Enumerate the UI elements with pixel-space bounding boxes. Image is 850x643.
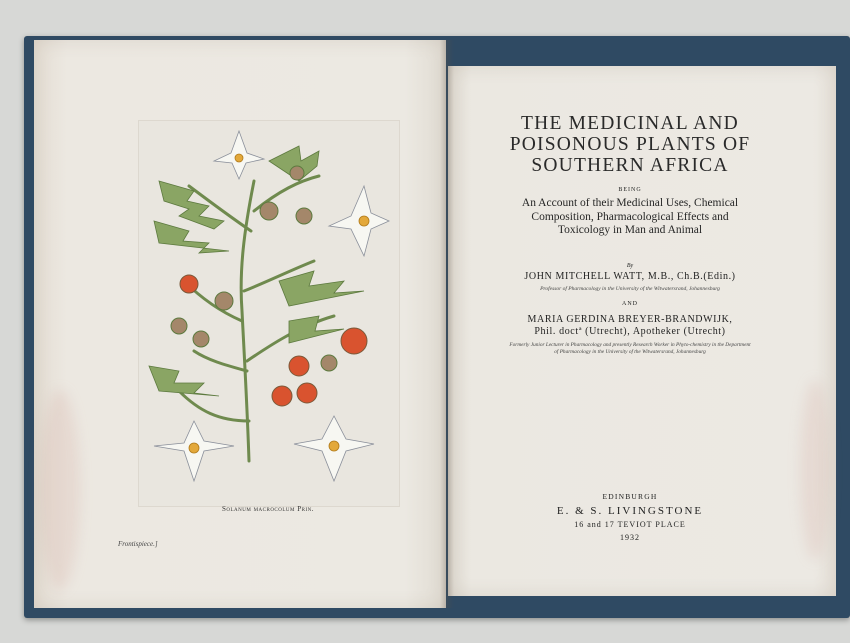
author-name: JOHN MITCHELL WATT, M.B., Ch.B.(Edin.) [524,271,736,282]
subtitle-line: Toxicology in Man and Animal [557,224,703,236]
subtitle-line: An Account of their Medicinal Uses, Chemical [521,197,739,209]
author-name: MARIA GERDINA BREYER-BRANDWIJK, [527,314,733,325]
author-degrees: Phil. doctª (Utrecht), Apotheker (Utrecht) [534,326,726,337]
page-stain [800,380,830,560]
red-berry [297,383,317,403]
leaf [289,316,344,343]
red-berry [180,275,198,293]
green-berry [260,202,278,220]
title-line: THE MEDICINAL AND [521,113,739,134]
red-berry [341,328,367,354]
frontispiece-label: Frontispiece.] [118,540,158,548]
plate-caption: Solanum macrocolum Prin. [222,505,314,513]
book-subtitle [484,197,776,238]
subtitle-line: Composition, Pharmacological Effects and [531,210,729,223]
publication-year: 1932 [620,533,640,542]
leaf [279,271,364,306]
title-line: POISONOUS PLANTS OF [509,134,751,155]
publisher-name: E. & S. LIVINGSTONE [556,505,704,517]
green-berry [193,331,209,347]
green-berry [321,355,337,371]
publisher-address: 16 and 17 TEVIOT PLACE [574,520,686,529]
author-affiliation: Professor of Pharmacology in the University of the Witwatersrand, Johannesburg [540,286,720,292]
green-berry [215,292,233,310]
and-label: AND [622,301,638,307]
solanum-plant-drawing [139,121,399,506]
book-gutter [440,40,454,608]
leaf [149,366,219,396]
being-label: BEING [618,187,642,193]
book-title [470,113,790,176]
red-berry [289,356,309,376]
author-affiliation: Formerly Junior Lecturer in Pharmacology and presently Research Worker in Phyto-chemistry in the Department of Pharmacology in the University of the Witwatersrand, Johannesburg [509,342,751,355]
green-berry [290,166,304,180]
green-berry [296,208,312,224]
green-berry [171,318,187,334]
page-stain [40,390,80,590]
title-line: SOUTHERN AFRICA [531,155,729,176]
publisher-city: EDINBURGH [602,492,658,501]
botanical-illustration [138,120,400,507]
by-label: By [626,263,634,269]
red-berry [272,386,292,406]
second-author [470,314,790,338]
